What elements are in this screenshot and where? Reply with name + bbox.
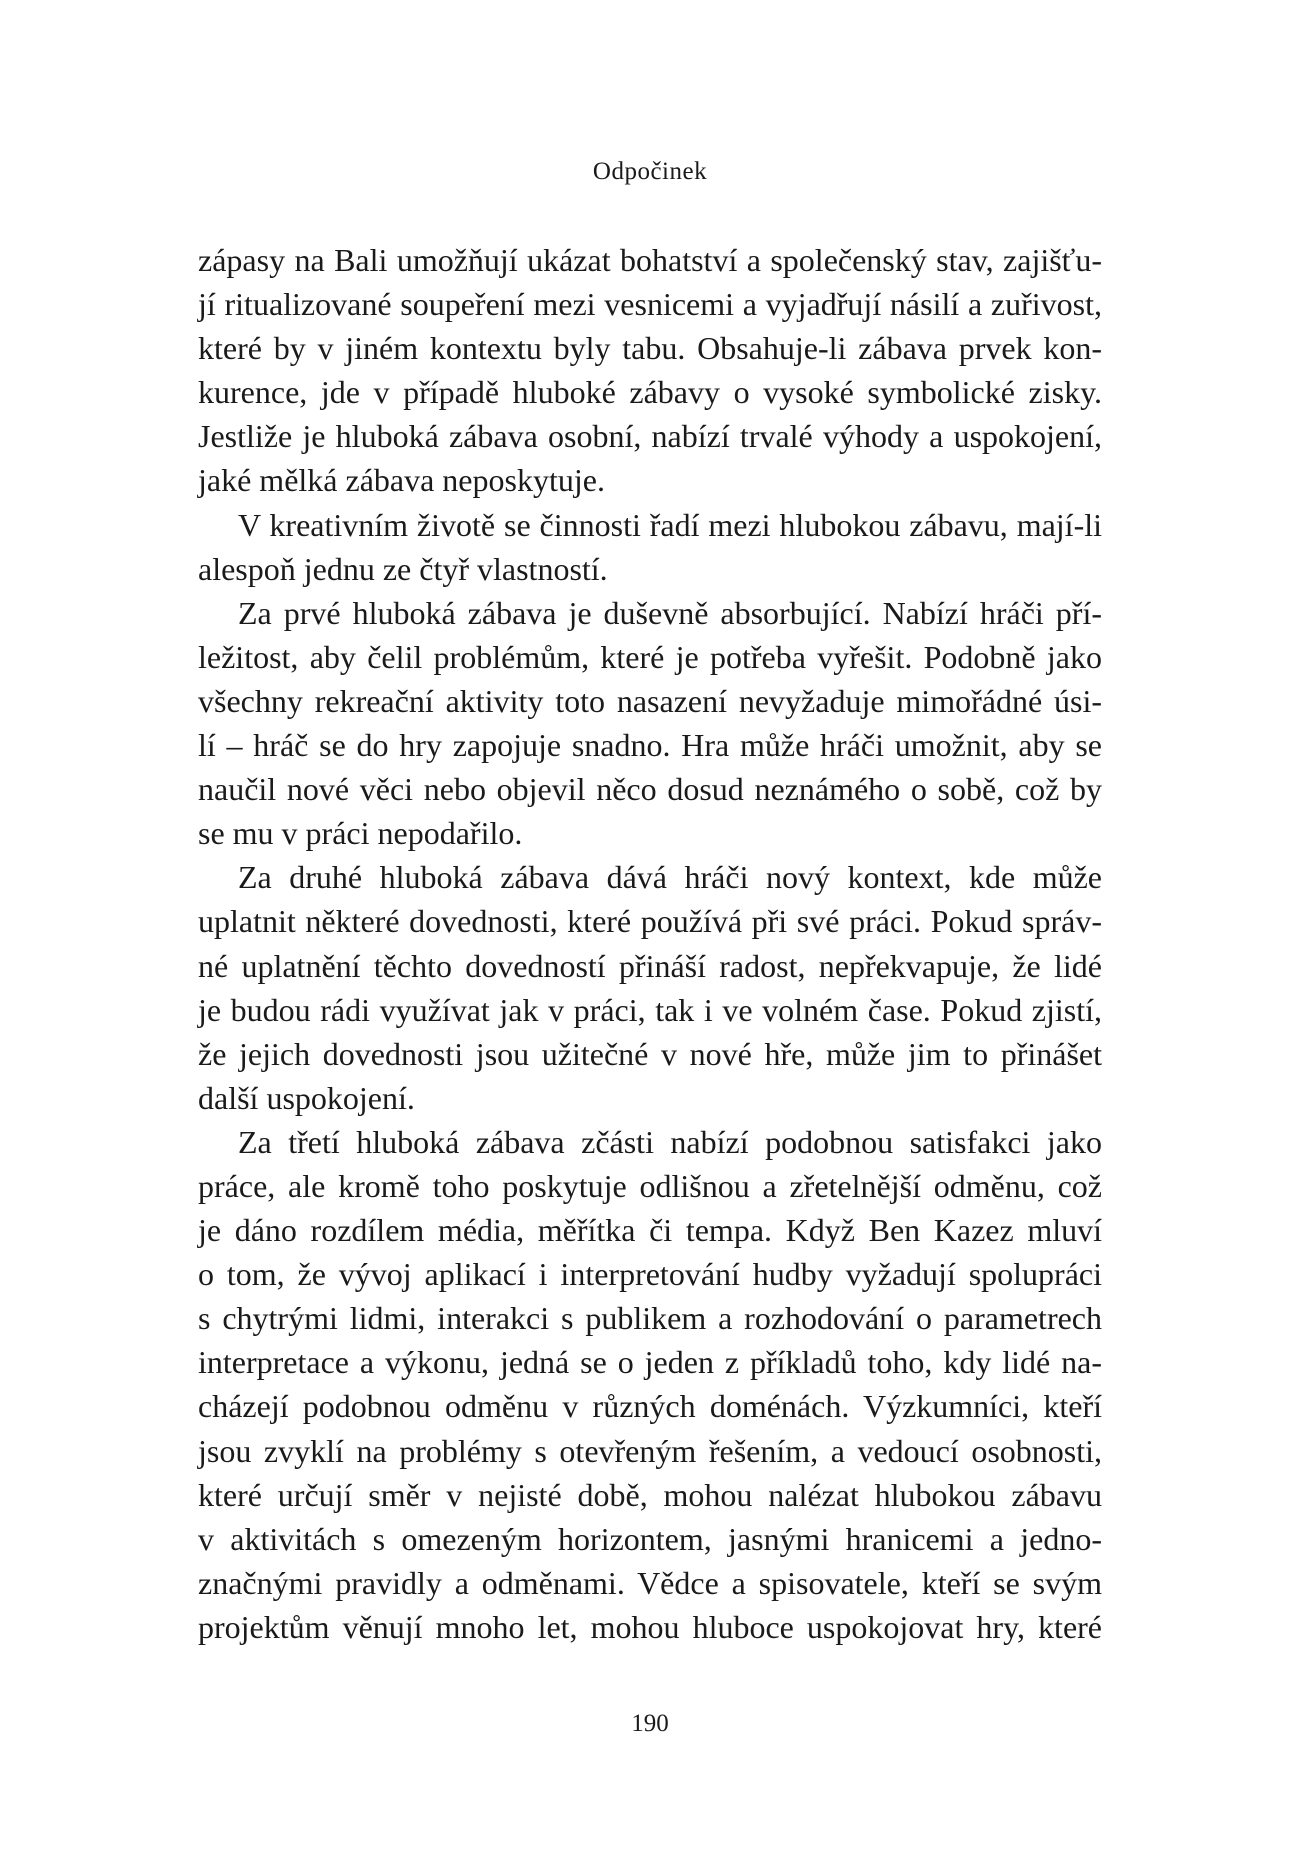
text-line: alespoň jednu ze čtyř vlastností. [198,550,608,587]
text-line: kurence, jde v případě hluboké zábavy o vysoké symbolické zisky. [198,374,1102,411]
text-line: které by v jiném kontextu byly tabu. Obsahuje-li zábava prvek kon- [198,330,1102,367]
text-line: všechny rekreační aktivity toto nasazení nevyžaduje mimořádné úsi- [198,682,1102,719]
running-head: Odpočinek [592,158,708,185]
text-line: další uspokojení. [198,1079,415,1116]
text-line: cházejí podobnou odměnu v různých doménách. Výzkumníci, kteří [198,1388,1102,1425]
page-number: 190 [631,1710,669,1737]
text-line: zápasy na Bali umožňují ukázat bohatství a společenský stav, zajišťu- [198,242,1102,278]
text-line: značnými pravidly a odměnami. Vědce a spisovatele, kteří se svým [198,1564,1102,1601]
text-line: né uplatnění těchto dovedností přináší radost, nepřekvapuje, že lidé [198,947,1102,984]
text-line: které určují směr v nejisté době, mohou nalézat hlubokou zábavu [198,1476,1102,1513]
paragraph-first-line: Za prvé hluboká zábava je duševně absorbující. Nabízí hráči pří- [238,594,1102,631]
paragraph-first-line: Za třetí hluboká zábava zčásti nabízí podobnou satisfakci jako [238,1123,1102,1160]
text-line: jsou zvyklí na problémy s otevřeným řešením, a vedoucí osobnosti, [198,1432,1102,1469]
text-line: o tom, že vývoj aplikací i interpretování hudby vyžadují spolupráci [198,1256,1102,1293]
text-line: uplatnit některé dovednosti, které používá při své práci. Pokud správ- [198,903,1102,940]
body-text [198,238,1102,1649]
text-line: je budou rádi využívat jak v práci, tak i ve volném čase. Pokud zjistí, [198,991,1102,1028]
text-line: s chytrými lidmi, interakci s publikem a rozhodování o parametrech [198,1300,1102,1337]
text-line: projektům věnují mnoho let, mohou hluboce uspokojovat hry, které [198,1608,1102,1645]
paragraph-first-line: Za druhé hluboká zábava dává hráči nový kontext, kde může [238,859,1102,896]
text-line: práce, ale kromě toho poskytuje odlišnou a zřetelnější odměnu, což [198,1167,1102,1204]
text-line: interpretace a výkonu, jedná se o jeden z příkladů toho, kdy lidé na- [198,1344,1102,1381]
paragraph-first-line: V kreativním životě se činnosti řadí mezi hlubokou zábavu, mají-li [238,506,1102,543]
text-line: je dáno rozdílem média, měřítka či tempa. Když Ben Kazez mluví [198,1212,1102,1249]
text-line: že jejich dovednosti jsou užitečné v nové hře, může jim to přinášet [198,1035,1102,1072]
text-line: ležitost, aby čelil problémům, které je potřeba vyřešit. Podobně jako [198,638,1102,675]
text-line: jaké mělká zábava neposkytuje. [198,462,605,499]
text-line: Jestliže je hluboká zábava osobní, nabízí trvalé výhody a uspokojení, [198,418,1102,455]
text-line: v aktivitách s omezeným horizontem, jasnými hranicemi a jedno- [198,1520,1102,1557]
text-line: se mu v práci nepodařilo. [198,815,523,852]
text-line: naučil nové věci nebo objevil něco dosud neznámého o sobě, což by [198,771,1102,808]
text-line: jí ritualizované soupeření mezi vesnicemi a vyjadřují násilí a zuřivost, [198,286,1102,323]
text-line: lí – hráč se do hry zapojuje snadno. Hra může hráči umožnit, aby se [198,727,1102,764]
